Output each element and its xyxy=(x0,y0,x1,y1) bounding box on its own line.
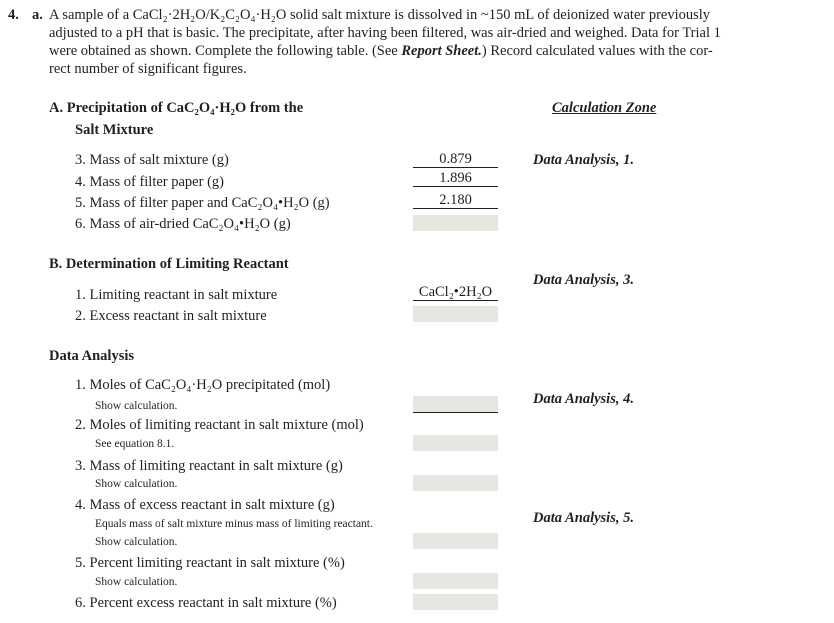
excess-reactant-field[interactable] xyxy=(413,306,498,322)
section-b-title: B. Determination of Limiting Reactant xyxy=(49,256,289,272)
report-sheet-ref: Report Sheet. xyxy=(401,43,482,59)
da2-label: 2. Moles of limiting reactant in salt mixture (mol) xyxy=(75,417,364,433)
moles-precipitate-field[interactable] xyxy=(413,396,498,413)
item-b2-label: 2. Excess reactant in salt mixture xyxy=(75,308,267,324)
intro-line-3-text: were obtained as shown. Complete the following table. (See xyxy=(49,43,402,59)
da4-note-2: Show calculation. xyxy=(95,536,178,548)
item-a4-label: 4. Mass of filter paper (g) xyxy=(75,174,224,190)
intro-line-3-tail: ) Record calculated values with the cor- xyxy=(481,43,713,59)
intro-line-3 xyxy=(49,42,713,60)
da2-note: See equation 8.1. xyxy=(95,438,175,450)
section-a-title: A. Precipitation of CaC₂O₄·H₂O from the xyxy=(49,100,304,116)
da1-note: Show calculation. xyxy=(95,400,178,412)
item-b1-label: 1. Limiting reactant in salt mixture xyxy=(75,287,278,303)
section-b-reference: Data Analysis, 3. xyxy=(533,272,634,288)
mass-limiting-field[interactable] xyxy=(413,475,498,491)
question-number: 4. xyxy=(8,7,19,23)
calculation-zone-heading: Calculation Zone xyxy=(552,100,657,116)
da3-note: Show calculation. xyxy=(95,478,178,490)
item-a5-label: 5. Mass of filter paper and CaC₂O₄•H₂O (g) xyxy=(75,195,330,211)
percent-limiting-field[interactable] xyxy=(413,573,498,589)
limiting-reactant-field[interactable]: CaCl₂•2H₂O xyxy=(413,283,498,301)
analysis-reference-4: Data Analysis, 4. xyxy=(533,391,634,407)
da5-note: Show calculation. xyxy=(95,576,178,588)
intro-line-4: rect number of significant figures. xyxy=(49,61,247,77)
filter-paper-mass-field[interactable]: 1.896 xyxy=(413,169,498,187)
da3-label: 3. Mass of limiting reactant in salt mixture (g) xyxy=(75,458,343,474)
mass-excess-field[interactable] xyxy=(413,533,498,549)
da4-note: Equals mass of salt mixture minus mass of limiting reactant. xyxy=(95,518,373,530)
section-a-title-2: Salt Mixture xyxy=(75,122,154,138)
intro-line-2: adjusted to a pH that is basic. The precipitate, after having been filtered, was air-dried and weighed. Data for Trial 1 xyxy=(49,25,721,41)
analysis-reference-5: Data Analysis, 5. xyxy=(533,510,634,526)
data-analysis-title: Data Analysis xyxy=(49,348,135,364)
item-a6-label: 6. Mass of air-dried CaC₂O₄•H₂O (g) xyxy=(75,216,291,232)
filter-paper-precipitate-mass-field[interactable]: 2.180 xyxy=(413,191,498,209)
air-dried-precipitate-mass-field[interactable] xyxy=(413,215,498,231)
question-part: a. xyxy=(32,7,43,23)
moles-limiting-field[interactable] xyxy=(413,435,498,451)
da4-label: 4. Mass of excess reactant in salt mixture (g) xyxy=(75,497,335,513)
da1-label: 1. Moles of CaC₂O₄·H₂O precipitated (mol) xyxy=(75,377,331,393)
salt-mixture-mass-field[interactable]: 0.879 xyxy=(413,150,498,168)
intro-line-1: A sample of a CaCl₂·2H₂O/K₂C₂O₄·H₂O solid salt mixture is dissolved in ~150 mL of deionized water previously xyxy=(49,7,711,23)
da5-label: 5. Percent limiting reactant in salt mixture (%) xyxy=(75,555,345,571)
section-a-reference: Data Analysis, 1. xyxy=(533,152,634,168)
item-a3-label: 3. Mass of salt mixture (g) xyxy=(75,152,229,168)
da6-label: 6. Percent excess reactant in salt mixture (%) xyxy=(75,595,337,611)
percent-excess-field[interactable] xyxy=(413,594,498,610)
